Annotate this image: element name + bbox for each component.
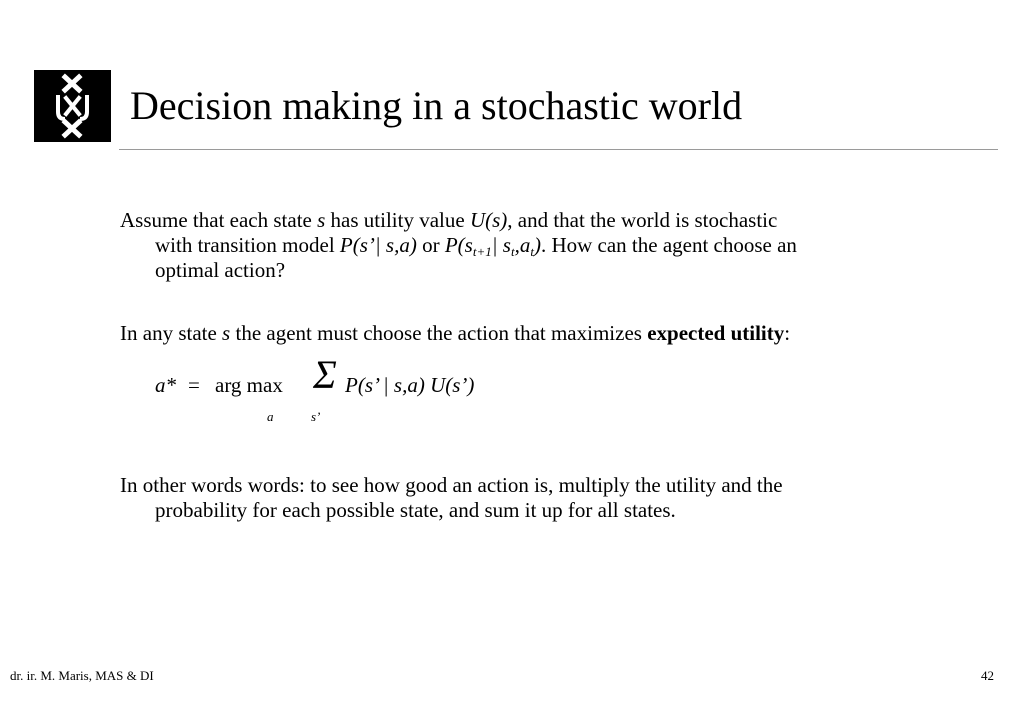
subscript: t	[510, 244, 515, 259]
formula-rhs: P(s’ | s,a) U(s’)	[345, 373, 475, 397]
utility-term: U(s)	[469, 208, 508, 232]
text: the agent must choose the action that maximizes	[230, 321, 648, 345]
paragraph-line: probability for each possible state, and sum it up for all states.	[155, 498, 676, 522]
text: , and that the world is stochastic	[507, 208, 778, 232]
var-s: s	[317, 208, 326, 232]
text: Assume that each state	[120, 208, 318, 232]
text: or	[416, 233, 445, 257]
slide-title: Decision making in a stochastic world	[130, 83, 743, 128]
transition-model-term: P(s’| s,a)	[339, 233, 417, 257]
expected-utility-term: expected utility	[647, 321, 785, 345]
text: P(s	[444, 233, 473, 257]
text: has utility value	[325, 208, 470, 232]
footer-author: dr. ir. M. Maris, MAS & DI	[10, 668, 154, 683]
argmax-subscript: a	[267, 409, 274, 424]
subscript: t+1	[472, 244, 492, 259]
text: )	[533, 233, 541, 257]
page-number: 42	[981, 668, 994, 683]
sum-subscript: s’	[311, 409, 321, 424]
paragraph-line: In other words words: to see how good an action is, multiply the utility and the	[120, 473, 783, 497]
formula-lhs: a*	[155, 373, 176, 397]
paragraph-explanation	[120, 473, 980, 523]
text: with transition model	[155, 233, 340, 257]
paragraph-line	[120, 208, 980, 233]
title-divider	[119, 149, 998, 150]
subscript: t	[530, 244, 534, 259]
transition-time-term	[445, 233, 541, 257]
paragraph-line: optimal action?	[155, 258, 286, 282]
var-s: s	[222, 321, 231, 345]
paragraph-line	[120, 233, 980, 258]
summation-symbol: Σ	[313, 352, 337, 397]
formula-argmax: arg max	[215, 373, 283, 397]
text: :	[784, 321, 791, 345]
text: In any state	[120, 321, 223, 345]
argmax-formula	[155, 352, 535, 397]
text: ,a	[514, 233, 531, 257]
paragraph-assumption	[120, 208, 980, 283]
paragraph-expected-utility	[120, 321, 980, 346]
paragraph-line	[120, 321, 980, 346]
university-logo-icon	[34, 70, 111, 142]
text: | s	[491, 233, 511, 257]
text: . How can the agent choose an	[540, 233, 797, 257]
formula-equals: =	[188, 373, 200, 397]
